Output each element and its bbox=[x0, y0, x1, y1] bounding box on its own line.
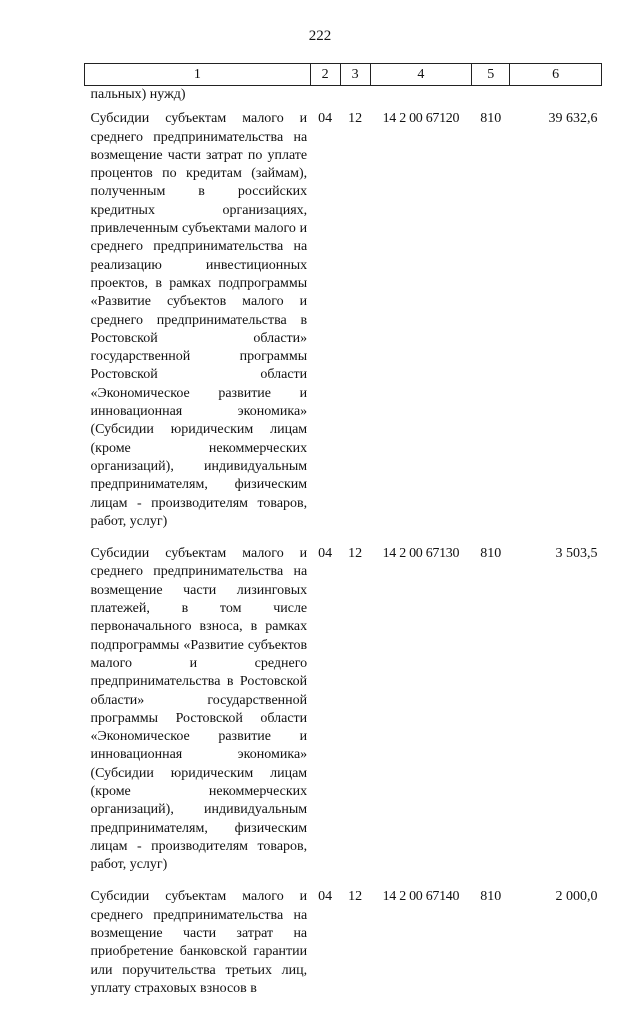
table-row bbox=[85, 110, 602, 545]
budget-table bbox=[84, 63, 602, 1012]
row-section: 04 bbox=[318, 546, 333, 562]
row-expense-type: 810 bbox=[480, 546, 502, 562]
row-subsection: 12 bbox=[348, 889, 363, 905]
column-header-target-article: 4 bbox=[370, 64, 472, 86]
page-number: 222 bbox=[308, 28, 332, 44]
row-amount: 3 503,5 bbox=[555, 546, 598, 562]
row-section: 04 bbox=[318, 889, 333, 905]
row-amount: 2 000,0 bbox=[555, 889, 598, 905]
column-header-subsection: 3 bbox=[340, 64, 370, 86]
row-subsection: 12 bbox=[348, 111, 363, 127]
row-subsection: 12 bbox=[348, 546, 363, 562]
table-row bbox=[85, 545, 602, 888]
column-header-expense-type: 5 bbox=[472, 64, 510, 86]
continuation-text: пальных) нужд) bbox=[90, 87, 186, 102]
column-header-name: 1 bbox=[85, 64, 311, 86]
table-header-row bbox=[85, 64, 602, 86]
row-name: Субсидии субъектам малого и среднего предпринимательства на возмещение части затрат на приобретение банковской гарантии или поручительства третьих лиц, уплату страховых взносов в bbox=[90, 889, 308, 996]
row-section: 04 bbox=[318, 111, 333, 127]
column-header-amount: 6 bbox=[510, 64, 602, 86]
table-row-continuation bbox=[85, 86, 602, 111]
row-name: Субсидии субъектам малого и среднего предпринимательства на возмещение части лизинговых платежей, в том числе первоначального взноса, в рамках подпрограммы «Развитие субъектов малого и среднего предпринимательства в Ростовской области» государственной программы Ростовской области «Экономическое развитие и инновационная экономика» (Субсидии юридическим лицам (кроме некоммерческих организаций), индивидуальным предпринимателям, физическим лицам - производителям товаров, работ, услуг) bbox=[90, 546, 308, 873]
row-amount: 39 632,6 bbox=[548, 111, 598, 127]
column-header-section: 2 bbox=[310, 64, 340, 86]
row-expense-type: 810 bbox=[480, 889, 502, 905]
row-target-article: 14 2 00 67140 bbox=[382, 889, 460, 905]
row-expense-type: 810 bbox=[480, 111, 502, 127]
row-target-article: 14 2 00 67130 bbox=[382, 546, 460, 562]
table-row bbox=[85, 888, 602, 1012]
row-name: Субсидии субъектам малого и среднего предпринимательства на возмещение части затрат по уплате процентов по кредитам (займам), полученным в российских кредитных организациях, привлеченным субъектами малого и среднего предпринимательства на реализацию инвестиционных проектов, в рамках подпрограммы «Развитие субъектов малого и среднего предпринимательства в Ростовской области» государственной программы Ростовской области «Экономическое развитие и инновационная экономика» (Субсидии юридическим лицам (кроме некоммерческих организаций), индивидуальным предпринимателям, физическим лицам - производителям товаров, работ, услуг) bbox=[90, 111, 308, 529]
row-target-article: 14 2 00 67120 bbox=[382, 111, 460, 127]
